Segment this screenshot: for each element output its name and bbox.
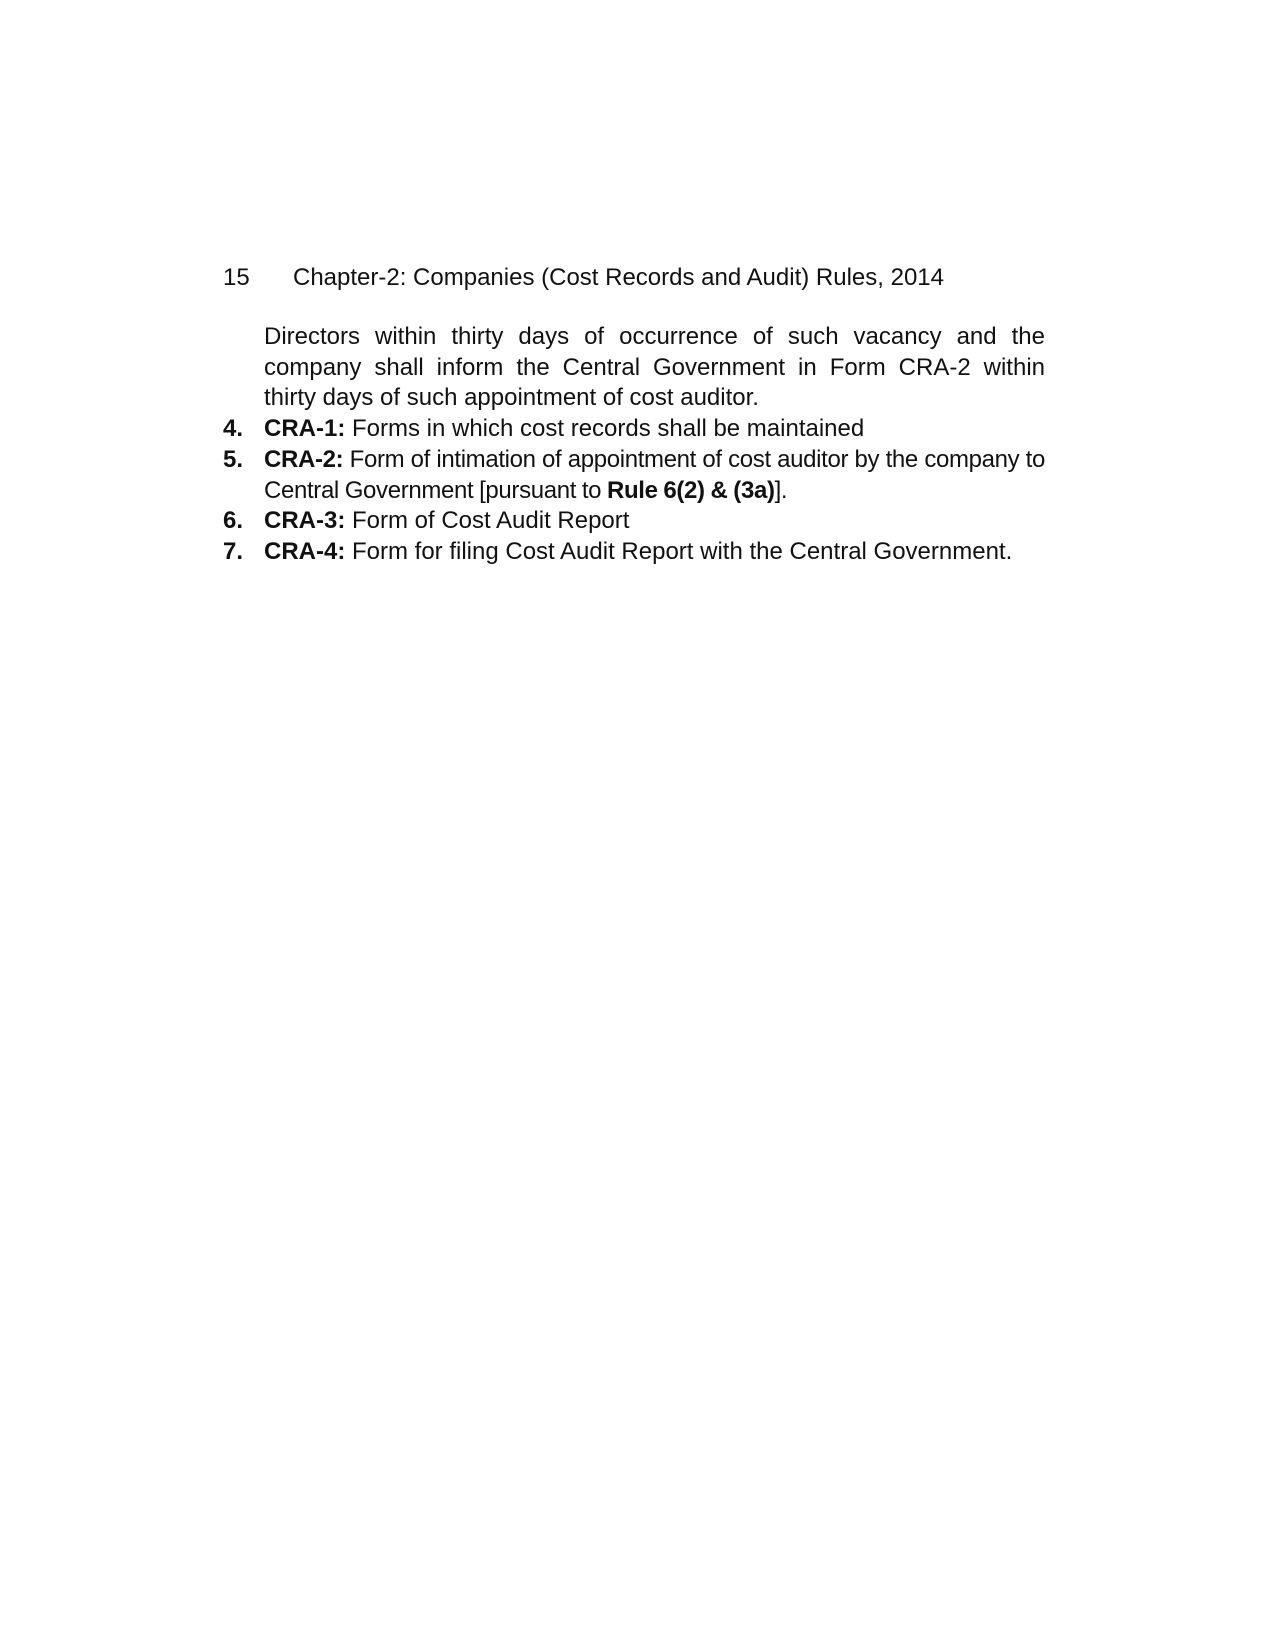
page-number: 15 [223,264,250,291]
list-number: 4. [223,415,244,443]
form-code: CRA-3: [264,507,346,535]
chapter-title: Chapter-2: Companies (Cost Records and Audit) Rules, 2014 [293,264,944,291]
form-description: Form of Cost Audit Report [345,507,630,535]
list-item-cra-3 [223,506,1045,537]
list-number: 5. [223,445,244,473]
form-code: CRA-4: [264,537,346,565]
rule-reference: Rule 6(2) & (3a) [606,476,775,504]
form-description: Form of intimation of appointment of cost auditor by the company to Central Government [pursuant to [264,445,1045,504]
form-description: Form for filing Cost Audit Report with the Central Government. [345,537,1013,565]
list-number: 6. [223,507,244,535]
list-item-cra-1 [223,414,1045,445]
continuation-paragraph: Directors within thirty days of occurrence of such vacancy and the company shall inform the Central Government in Form CRA-2 within thirty days of such appointment of cost auditor. [264,323,1045,412]
list-item-cra-4 [223,537,1045,568]
form-description: Forms in which cost records shall be maintained [345,415,865,443]
form-code: CRA-2: [264,445,344,473]
list-item-text [264,537,1045,568]
running-head [223,263,944,293]
list-item-cra-2 [223,445,1045,506]
body-text [223,322,1045,568]
form-code: CRA-1: [264,415,346,443]
list-item-text [264,414,1045,445]
list-item-text [264,445,1045,506]
list-number: 7. [223,537,244,565]
form-description-end: ]. [774,476,788,504]
list-item-text [264,506,1045,537]
